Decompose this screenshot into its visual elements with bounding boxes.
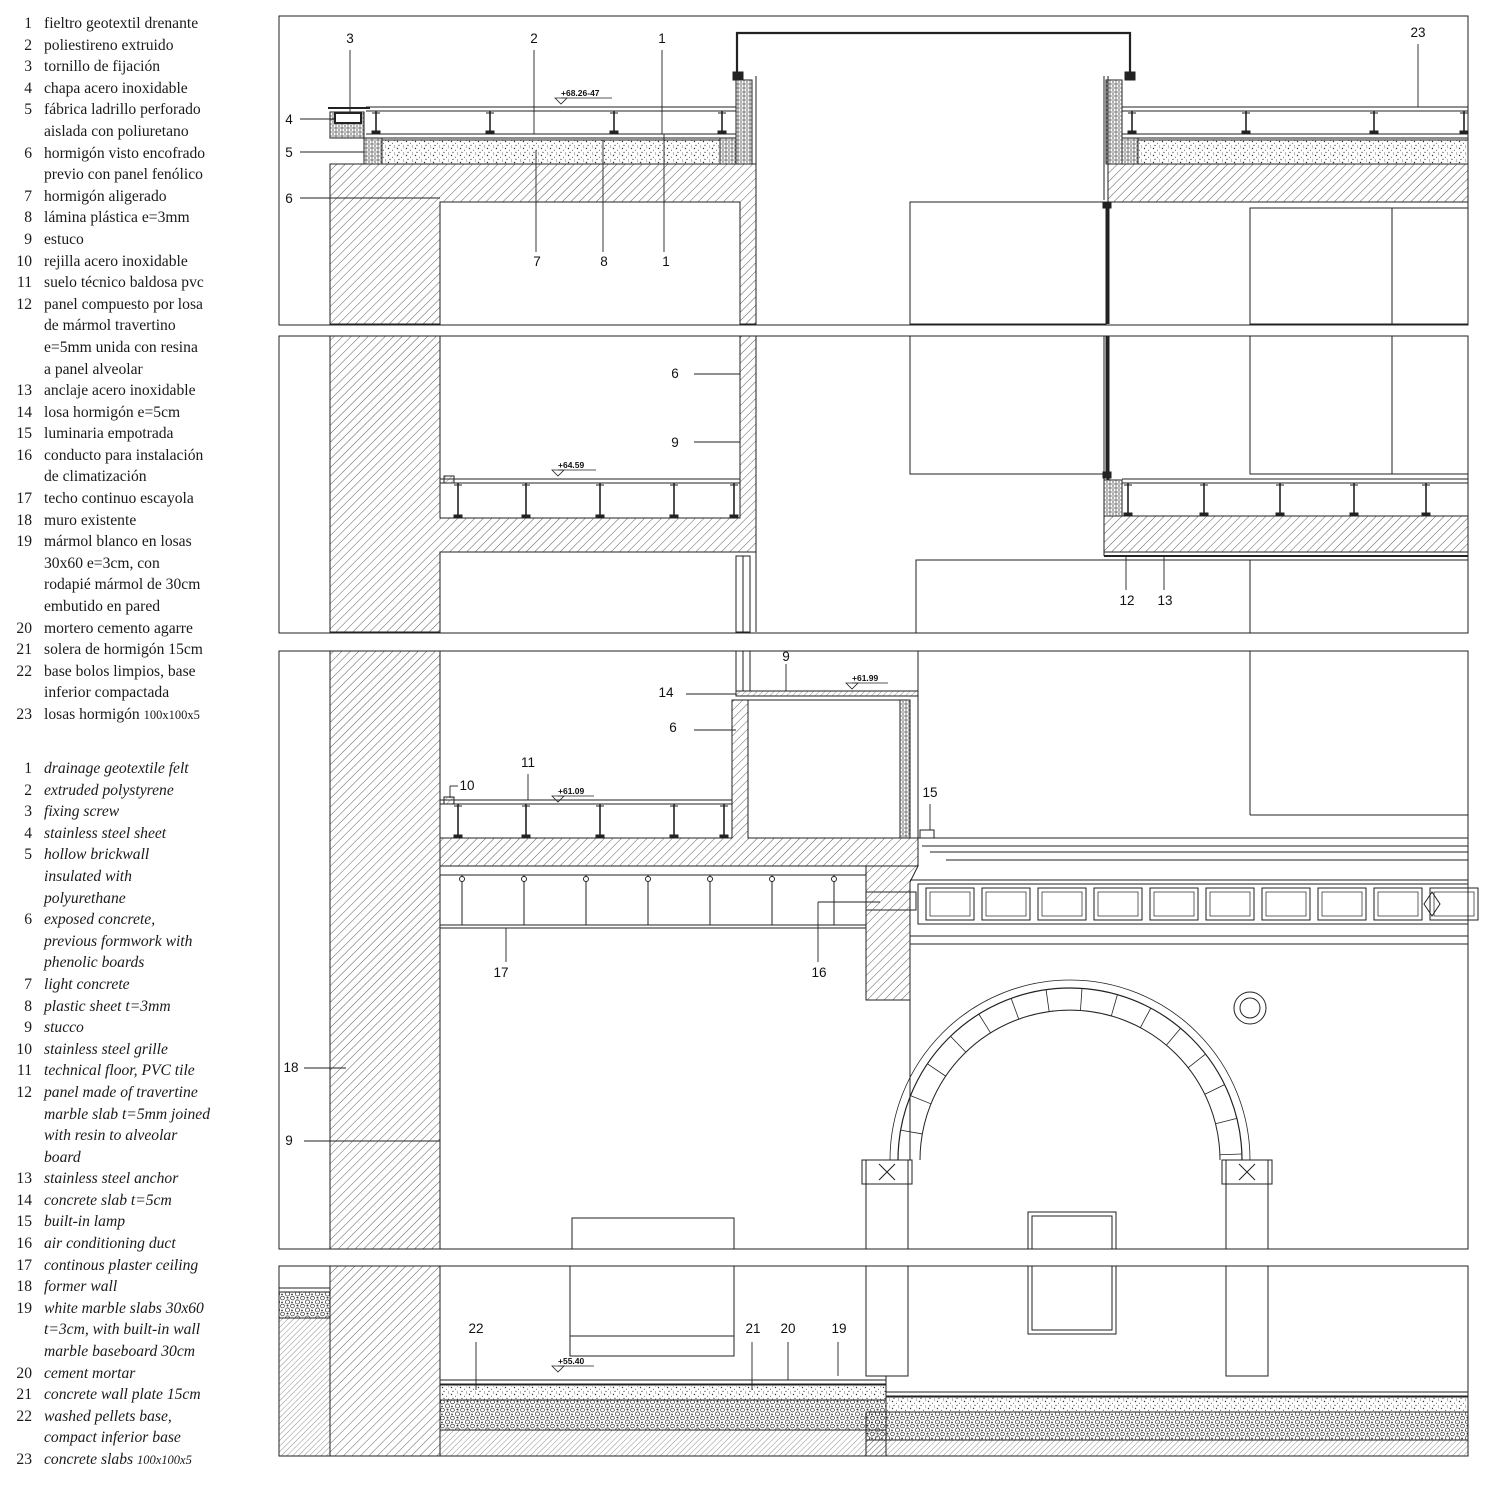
legend-text: aislada con poliuretano (44, 122, 189, 140)
legend-text: stucco (44, 1019, 84, 1037)
frieze-panel (926, 888, 974, 920)
frieze-panel-inner (1266, 892, 1306, 916)
frieze-panel-inner (1378, 892, 1418, 916)
legend-row (0, 931, 262, 953)
frieze-panel (1206, 888, 1254, 920)
arch-voussoir (927, 1064, 945, 1076)
legend-number: 17 (16, 490, 32, 508)
pedestal-foot (670, 515, 678, 518)
legend-row (0, 639, 262, 661)
legend-row (0, 445, 262, 467)
legend-text: fábrica ladrillo perforado (44, 101, 201, 119)
legend-number: 3 (24, 803, 32, 821)
legend-text: e=5mm unida con resina (44, 338, 198, 356)
callout-6: 6 (285, 191, 293, 206)
legend-text: exposed concrete, (44, 911, 156, 929)
legend-number: 20 (16, 1364, 32, 1382)
legend-row (0, 682, 262, 704)
pedestal-foot (1370, 131, 1378, 134)
legend-text: base bolos limpios, base (44, 662, 196, 680)
legend-row (0, 359, 262, 381)
arch-extrados (898, 988, 1242, 1160)
legend-text: insulated with (44, 867, 132, 885)
pedestal-foot (730, 515, 738, 518)
callout-11: 11 (520, 755, 536, 770)
callout-20: 20 (780, 1321, 796, 1336)
coffer-boss (584, 877, 589, 882)
callout-22: 22 (468, 1321, 484, 1336)
legend-text: washed pellets base, (44, 1407, 172, 1425)
legend-text: concrete slab t=5cm (44, 1191, 172, 1209)
callout-9-mid: 9 (782, 649, 790, 664)
legend-row (0, 1255, 262, 1277)
pedestal-foot (522, 515, 530, 518)
callout-23: 23 (1410, 25, 1426, 40)
frieze-panel (1430, 888, 1478, 920)
legend-text: phenolic boards (44, 954, 145, 972)
callout-6-mid: 6 (669, 720, 677, 735)
frieze-panel-inner (1154, 892, 1194, 916)
legend-text: marble baseboard 30cm (44, 1343, 196, 1361)
legend-row (0, 1039, 262, 1061)
callout-18: 18 (283, 1060, 299, 1075)
callout-21: 21 (745, 1321, 761, 1336)
legend-row (0, 553, 262, 575)
legend-english (0, 758, 262, 1472)
callout-15: 15 (922, 785, 938, 800)
callout-19: 19 (831, 1321, 847, 1336)
legend-text: with resin to alveolar (44, 1127, 178, 1145)
legend-number: 19 (16, 533, 32, 551)
legend-row (0, 1276, 262, 1298)
pedestal-foot (720, 835, 728, 838)
legend-row (0, 315, 262, 337)
callout-7: 7 (533, 254, 541, 269)
arch-voussoir (911, 1096, 931, 1104)
legend-row (0, 99, 262, 121)
legend-number: 15 (16, 425, 32, 443)
legend-row (0, 1168, 262, 1190)
legend-row (0, 1449, 262, 1472)
frieze-rosette (1424, 892, 1440, 916)
legend-text: mortero cemento agarre (44, 619, 193, 637)
legend-number: 4 (24, 79, 32, 97)
legend-row (0, 337, 262, 359)
legend-text: rejilla acero inoxidable (44, 252, 188, 270)
legend-number: 20 (16, 619, 32, 637)
pedestal-foot (486, 131, 494, 134)
callout-8: 8 (600, 254, 608, 269)
legend-row (0, 952, 262, 974)
legend-row (0, 1147, 262, 1169)
frieze-panel (1094, 888, 1142, 920)
legend-text: techo continuo escayola (44, 490, 194, 508)
legend-text: built-in lamp (44, 1213, 125, 1231)
legend-row (0, 35, 262, 57)
callout-4: 4 (285, 112, 293, 127)
legend-text: extruded polystyrene (44, 781, 174, 799)
legend-text: lámina plástica e=3mm (44, 209, 190, 227)
legend-number: 15 (16, 1213, 32, 1231)
frieze-panel-inner (1322, 892, 1362, 916)
callout-14: 14 (658, 685, 674, 700)
legend-text-small: 100x100x5 (143, 708, 200, 722)
legend-text: air conditioning duct (44, 1235, 176, 1253)
legend-number: 7 (24, 975, 32, 993)
callout-17: 17 (493, 965, 509, 980)
legend-text: technical floor, PVC tile (44, 1062, 195, 1080)
legend-text: panel made of travertine (44, 1083, 198, 1101)
pedestal-foot (596, 835, 604, 838)
legend-number: 12 (16, 295, 32, 313)
frieze-panel (1150, 888, 1198, 920)
legend-text: rodapié mármol de 30cm (44, 576, 201, 594)
pedestal-foot (718, 131, 726, 134)
callout-1-lower: 1 (662, 254, 670, 269)
coffer-boss (646, 877, 651, 882)
legend-row (0, 186, 262, 208)
pedestal-foot (372, 131, 380, 134)
legend-number: 22 (16, 1407, 32, 1425)
legend-row (0, 251, 262, 273)
legend-text: embutido en pared (44, 598, 161, 616)
level-ground-floor: +55.40 (558, 1356, 585, 1366)
legend-row (0, 974, 262, 996)
legend-text: conducto para instalación (44, 446, 204, 464)
frieze-panel (1374, 888, 1422, 920)
legend-text: marble slab t=5mm joined (44, 1105, 211, 1123)
legend-number: 17 (16, 1256, 32, 1274)
legend-row (0, 488, 262, 510)
legend-number: 3 (24, 58, 32, 76)
legend-number: 1 (24, 15, 32, 32)
legend-number: 6 (24, 911, 32, 929)
pedestal-foot (522, 835, 530, 838)
legend-row (0, 423, 262, 445)
legend-row (0, 56, 262, 78)
legend-row (0, 661, 262, 683)
legend-text: board (44, 1148, 81, 1166)
legend-number: 5 (24, 846, 32, 864)
legend-number: 14 (16, 1191, 32, 1209)
arch-voussoir (1046, 990, 1049, 1012)
legend-text: muro existente (44, 511, 137, 529)
coffer-boss (522, 877, 527, 882)
legend-number: 18 (16, 511, 32, 529)
legend-text: chapa acero inoxidable (44, 79, 188, 97)
legend-row (0, 1341, 262, 1363)
legend-row (0, 823, 262, 845)
legend-text: inferior compactada (44, 684, 170, 702)
legend-text: concrete wall plate 15cm (44, 1386, 201, 1404)
legend-number: 13 (16, 1170, 32, 1188)
legend-number: 14 (16, 403, 32, 421)
callout-2: 2 (530, 31, 538, 46)
legend-text: light concrete (44, 975, 130, 993)
legend-row (0, 510, 262, 532)
legend-text: losas hormigón (44, 706, 140, 723)
pedestal-foot (454, 835, 462, 838)
legend-number: 5 (24, 101, 32, 119)
legend-number: 21 (16, 641, 32, 659)
legend-row (0, 207, 262, 229)
arch-molding (890, 980, 1250, 1160)
legend-row (0, 164, 262, 186)
legend-number: 9 (24, 230, 32, 248)
capital-ornament (879, 1164, 895, 1180)
legend-row (0, 780, 262, 802)
legend-text: solera de hormigón 15cm (44, 641, 203, 659)
arch-voussoir (1188, 1054, 1205, 1068)
legend-number: 23 (16, 706, 32, 723)
arch-voussoir (1205, 1085, 1225, 1095)
legend-row (0, 1427, 262, 1449)
frieze-panel-inner (930, 892, 970, 916)
legend-number: 22 (16, 662, 32, 680)
legend-number: 23 (16, 1451, 32, 1468)
coffer-boss (832, 877, 837, 882)
legend-row (0, 1319, 262, 1341)
arch-voussoir (1111, 995, 1117, 1016)
callout-5: 5 (285, 145, 293, 160)
legend-row (0, 402, 262, 424)
legend-row (0, 1384, 262, 1406)
legend-number: 1 (24, 760, 32, 777)
callout-10: 10 (459, 778, 475, 793)
legend-text: tornillo de fijación (44, 58, 161, 76)
arch-voussoir (1140, 1008, 1150, 1027)
legend-row (0, 143, 262, 165)
legend-text: previous formwork with (44, 932, 193, 950)
legend-row (0, 596, 262, 618)
legend-row (0, 996, 262, 1018)
legend-row (0, 1017, 262, 1039)
arch-voussoir (901, 1130, 923, 1134)
callout-12: 12 (1119, 593, 1135, 608)
legend-text: concrete slabs (44, 1451, 134, 1468)
arch-voussoir (1220, 1154, 1242, 1155)
legend-row (0, 1060, 262, 1082)
callout-1: 1 (658, 31, 666, 46)
legend-text: previo con panel fenólico (44, 166, 203, 184)
legend-number: 19 (16, 1299, 32, 1317)
legend-number: 11 (16, 1062, 32, 1080)
legend-number: 10 (16, 252, 32, 270)
legend-text: hollow brickwall (44, 846, 150, 864)
legend-row (0, 618, 262, 640)
legend-text-small: 100x100x5 (136, 1453, 192, 1467)
legend-number: 13 (16, 382, 32, 400)
callout-3: 3 (346, 31, 354, 46)
frieze-panel (1038, 888, 1086, 920)
legend-number: 16 (16, 1235, 32, 1253)
legend-row (0, 866, 262, 888)
legend-number: 8 (24, 209, 32, 227)
legend-text: polyurethane (44, 889, 126, 907)
pedestal-foot (1460, 131, 1468, 134)
spandrel-roundel-inner (1240, 998, 1260, 1018)
legend-text: white marble slabs 30x60 (44, 1299, 204, 1317)
arch-voussoir (1216, 1118, 1237, 1123)
arch-intrados (920, 1010, 1220, 1160)
legend-row (0, 1233, 262, 1255)
pedestal-foot (1242, 131, 1250, 134)
frieze-panel (982, 888, 1030, 920)
spandrel-roundel (1234, 992, 1266, 1024)
legend-row (0, 1298, 262, 1320)
legend-number: 12 (16, 1083, 32, 1101)
legend-row (0, 1406, 262, 1428)
legend-text: former wall (44, 1278, 118, 1296)
legend-text: fieltro geotextil drenante (44, 15, 199, 32)
legend-number: 4 (24, 824, 32, 842)
pedestal-foot (454, 515, 462, 518)
legend-number: 16 (16, 446, 32, 464)
legend-text: luminaria empotrada (44, 425, 174, 443)
legend-text: hormigón aligerado (44, 187, 167, 205)
legend-number: 11 (16, 274, 32, 292)
coffer-boss (708, 877, 713, 882)
frieze-panel-inner (1042, 892, 1082, 916)
legend-text: hormigón visto encofrado (44, 144, 206, 162)
legend-row (0, 888, 262, 910)
legend-text: compact inferior base (44, 1429, 181, 1447)
pedestal-foot (1128, 131, 1136, 134)
legend-row (0, 1190, 262, 1212)
legend-text: stainless steel grille (44, 1040, 168, 1058)
legend-text: poliestireno extruido (44, 36, 174, 54)
pedestal-foot (596, 515, 604, 518)
legend-row (0, 294, 262, 316)
callout-16: 16 (811, 965, 827, 980)
legend-row (0, 1104, 262, 1126)
legend-number: 9 (24, 1019, 32, 1037)
legend-number: 6 (24, 144, 32, 162)
legend-number: 7 (24, 187, 32, 205)
legend-text: 30x60 e=3cm, con (44, 554, 160, 572)
frieze-panel-inner (1098, 892, 1138, 916)
legend-number: 2 (24, 781, 32, 799)
legend-row (0, 13, 262, 35)
callout-6-upper: 6 (671, 366, 679, 381)
legend-number: 8 (24, 997, 32, 1015)
legend-row (0, 380, 262, 402)
arch-voussoir (979, 1014, 991, 1033)
frieze-panel (1262, 888, 1310, 920)
arch-voussoir (1011, 998, 1019, 1019)
pedestal-foot (610, 131, 618, 134)
legend-text: cement mortar (44, 1364, 136, 1382)
legend-spanish (0, 13, 262, 727)
arch-voussoir (1080, 988, 1082, 1010)
legend-row (0, 801, 262, 823)
legend-row (0, 844, 262, 866)
legend-text: de mármol travertino (44, 317, 176, 335)
legend-row (0, 531, 262, 553)
legend-row (0, 121, 262, 143)
column-shaft (1226, 1160, 1268, 1249)
legend-row (0, 272, 262, 294)
legend-row (0, 704, 262, 727)
frieze-panel-inner (1210, 892, 1250, 916)
column-shaft (866, 1160, 908, 1249)
legend-number: 2 (24, 36, 32, 54)
coffer-boss (770, 877, 775, 882)
legend-row (0, 466, 262, 488)
capital-ornament (1239, 1164, 1255, 1180)
level-first-floor: +61.09 (558, 786, 585, 796)
arch-voussoir (951, 1036, 966, 1052)
callout-9-lower: 9 (285, 1133, 293, 1148)
callout-9-upper: 9 (671, 435, 679, 450)
legend-row (0, 1363, 262, 1385)
legend-number: 10 (16, 1040, 32, 1058)
level-upper-floor: +64.59 (558, 460, 585, 470)
legend-row (0, 1082, 262, 1104)
level-mezzanine-slab: +61.99 (852, 673, 879, 683)
legend-text: stainless steel anchor (44, 1170, 179, 1188)
legend-row (0, 1211, 262, 1233)
legend-row (0, 229, 262, 251)
legend-text: a panel alveolar (44, 360, 143, 378)
legend-text: stainless steel sheet (44, 824, 167, 842)
legend-row (0, 1125, 262, 1147)
legend-text: mármol blanco en losas (44, 533, 192, 551)
legend-text: anclaje acero inoxidable (44, 382, 196, 400)
arch-voussoir (1166, 1028, 1180, 1045)
pedestal-foot (670, 835, 678, 838)
legend-text: continous plaster ceiling (44, 1256, 199, 1274)
legend-row (0, 909, 262, 931)
legend-text: suelo técnico baldosa pvc (44, 274, 204, 292)
callout-13: 13 (1157, 593, 1173, 608)
legend-text: de climatización (44, 468, 147, 486)
legend-text: panel compuesto por losa (44, 295, 203, 313)
legend-row (0, 78, 262, 100)
frieze-panel-inner (986, 892, 1026, 916)
legend-text: t=3cm, with built-in wall (44, 1321, 201, 1339)
legend-text: drainage geotextile felt (44, 760, 189, 777)
legend-row (0, 758, 262, 780)
legend-text: fixing screw (44, 803, 120, 821)
legend-text: plastic sheet t=3mm (44, 997, 171, 1015)
legend-row (0, 574, 262, 596)
legend-text: estuco (44, 230, 84, 248)
legend-number: 21 (16, 1386, 32, 1404)
legend-text: losa hormigón e=5cm (44, 403, 181, 421)
level-roof: +68.26-47 (561, 88, 600, 98)
coffer-boss (460, 877, 465, 882)
legend-number: 18 (16, 1278, 32, 1296)
frieze-panel (1318, 888, 1366, 920)
